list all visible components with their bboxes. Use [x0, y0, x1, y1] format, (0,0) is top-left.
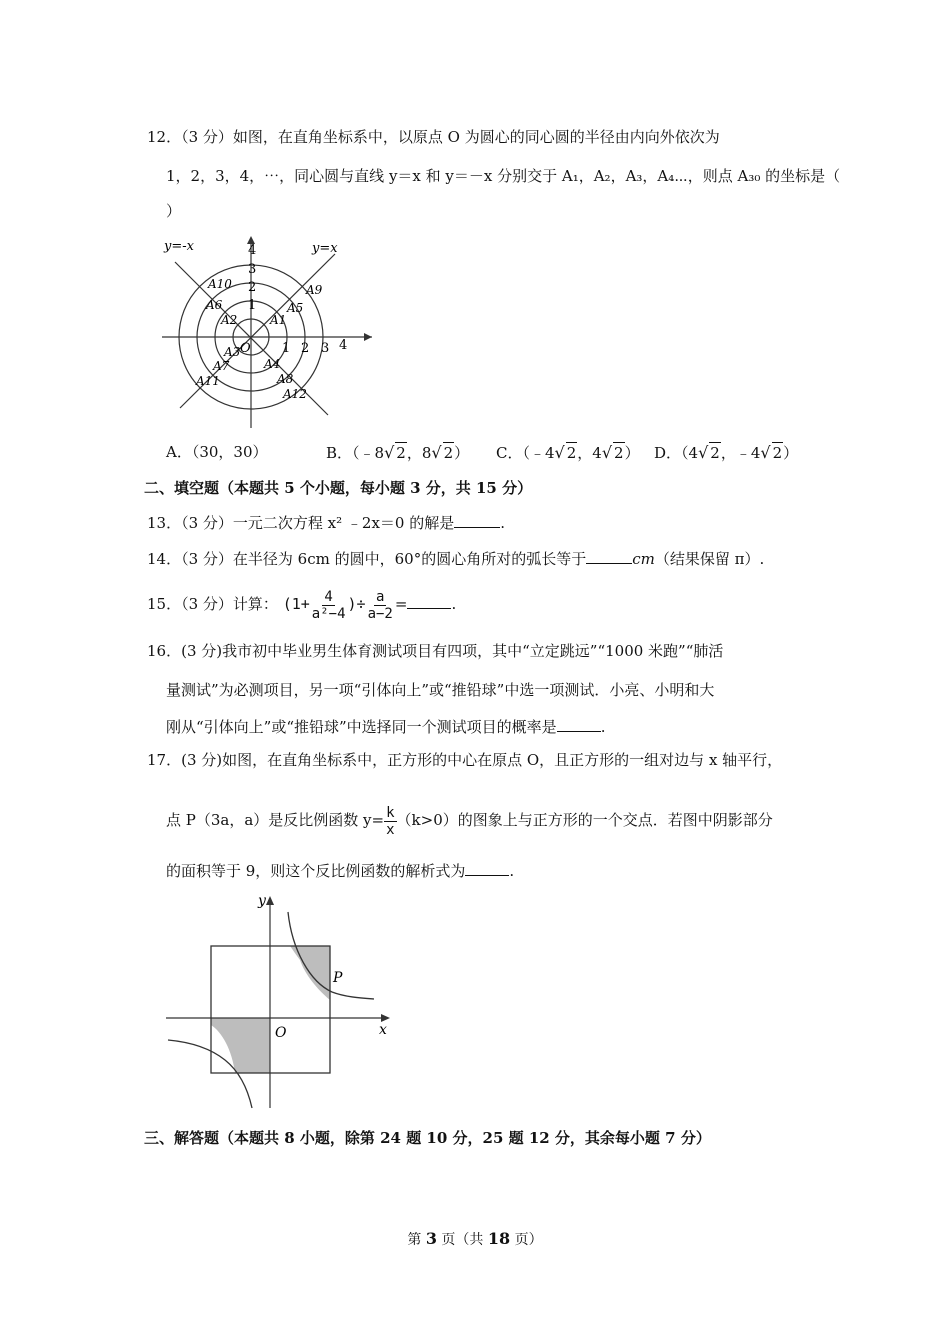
- point-a12: A12: [283, 387, 307, 401]
- section3-heading: 三、解答题（本题共 8 小题，除第 24 题 10 分，25 题 12 分，其余每小题 7 分）: [144, 1129, 711, 1147]
- q17-line2: 点 P（3a，a）是反比例函数 y= $\frac{k}{x}$ （k>0）的图象上与正方形的一个交点．若图中阴影部分: [166, 804, 773, 838]
- q12-line1: 12．（3 分）如图，在直角坐标系中，以原点 O 为圆心的同心圆的半径由内向外依次为: [147, 128, 720, 146]
- label-p: P: [333, 970, 343, 986]
- q17-line3: 的面积等于 9，则这个反比例函数的解析式为 .: [166, 862, 515, 880]
- point-a4: A4: [264, 357, 281, 371]
- ring-top-2: 2: [248, 280, 257, 295]
- q13-line: 13．（3 分）一元二次方程 x² ﹣2x＝0 的解是 .: [147, 514, 506, 532]
- q15-line: 15．（3 分）计算： (1+ $\frac{4}{\text{a²−4}}$ )÷ $\frac{a}{a-2}$ = .: [147, 588, 457, 622]
- section2-heading: 二、填空题（本题共 5 个小题，每小题 3 分，共 15 分）: [144, 479, 533, 497]
- q12-option-d: D．（4√ 2，﹣4√ 2）: [654, 443, 799, 462]
- q12-line2: 1，2，3，4，⋯，同心圆与直线 y＝x 和 y＝－x 分别交于 A₁，A₂，A₃，A₄⋯，则点 A₃₀ 的坐标是（: [166, 167, 841, 185]
- point-a7: A7: [213, 359, 230, 373]
- point-a9: A9: [306, 283, 323, 297]
- q12-option-a: A．（30，30）: [166, 443, 268, 461]
- label-y: y: [258, 893, 266, 909]
- concentric-circles-figure: [160, 232, 380, 432]
- ring-right-4: 4: [339, 338, 348, 353]
- q12-option-c: C．（﹣4√ 2，4√ 2）: [496, 443, 640, 462]
- point-a8: A8: [277, 372, 294, 386]
- ring-top-3: 3: [248, 262, 257, 277]
- square-hyperbola-figure: [160, 890, 400, 1112]
- point-a1: A1: [270, 313, 287, 327]
- ring-top-4: 4: [248, 243, 257, 258]
- point-a6: A6: [206, 298, 223, 312]
- q16-line3: 刚从“引体向上”或“推铅球”中选择同一个测试项目的概率是 .: [166, 718, 606, 736]
- q17-frac: $\frac{k}{x}$: [386, 804, 395, 838]
- q16-line1: 16．(3 分)我市初中毕业男生体育测试项目有四项，其中“立定跳远”“1000 米跑”“肺活: [147, 642, 724, 660]
- point-a11: A11: [196, 374, 220, 388]
- ring-right-3: 3: [321, 341, 330, 356]
- point-a10: A10: [208, 277, 232, 291]
- label-y-neg-x: y=-x: [164, 239, 194, 254]
- q14-line: 14．（3 分）在半径为 6cm 的圆中，60°的圆心角所对的弧长等于 cm（结果保留 π）.: [147, 550, 765, 568]
- ring-right-2: 2: [301, 341, 310, 356]
- q12-line3: ）: [166, 202, 182, 220]
- ring-top-1: 1: [248, 298, 257, 313]
- q16-line2: 量测试”为必测项目，另一项“引体向上”或“推铅球”中选一项测试．小亮、小明和大: [166, 681, 715, 699]
- q17-line1: 17．(3 分)如图，在直角坐标系中，正方形的中心在原点 O，且正方形的一组对边与 x 轴平行，: [147, 751, 783, 769]
- label-origin: O: [240, 341, 251, 356]
- label-o: O: [275, 1025, 287, 1041]
- point-a2: A2: [221, 313, 238, 327]
- point-a3: A3: [224, 345, 241, 359]
- point-a5: A5: [287, 301, 304, 315]
- page-footer: 第 3 页（共 18 页）: [407, 1229, 543, 1248]
- q15-frac1: $\frac{4}{\text{a²−4}}$: [311, 588, 346, 622]
- label-x: x: [379, 1022, 387, 1038]
- ring-right-1: 1: [282, 341, 291, 356]
- q15-frac2: $\frac{a}{a-2}$: [367, 588, 393, 622]
- q12-option-b: B．（﹣8√ 2，8√ 2）: [326, 443, 470, 462]
- label-y-x: y=x: [312, 241, 338, 256]
